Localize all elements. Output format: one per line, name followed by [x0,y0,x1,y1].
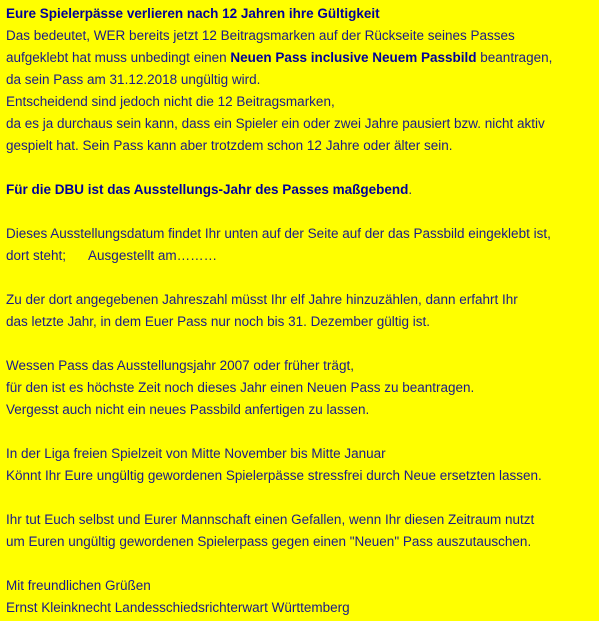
para1-line1: Das bedeutet, WER bereits jetzt 12 Beitragsmarken auf der Rückseite seines Passes [6,28,515,43]
para5-line1: In der Liga freien Spielzeit von Mitte November bis Mitte Januar [6,446,386,461]
para3-line2: das letzte Jahr, in dem Euer Pass nur noch bis 31. Dezember gültig ist. [6,314,430,329]
para1-line4: Entscheidend sind jedoch nicht die 12 Beitragsmarken, [6,94,335,109]
para4-line2: für den ist es höchste Zeit noch dieses Jahr einen Neuen Pass zu beantragen. [6,380,475,395]
spacer [6,333,599,355]
spacer [6,267,599,289]
para1-line2-post: beantragen, [476,50,553,65]
para5-line2: Könnt Ihr Eure ungültig gewordenen Spielerpässe stressfrei durch Neue ersetzten lassen. [6,468,542,483]
para4-line3: Vergesst auch nicht ein neues Passbild anfertigen zu lassen. [6,402,370,417]
closing-signature: Ernst Kleinknecht Landesschiedsrichterwart Württemberg [6,600,350,615]
para1-line2-pre: aufgeklebt hat muss unbedingt einen [6,50,231,65]
new-pass-emphasis: Neuen Pass inclusive Neuem Passbild [230,50,477,65]
issued-on-text: Ausgestellt am……… [88,248,218,263]
closing-greeting: Mit freundlichen Grüßen [6,578,151,593]
spacer [6,487,599,509]
para3-line1: Zu der dort angegebenen Jahreszahl müsst Ihr elf Jahre hinzuzählen, dann erfahrt Ihr [6,292,518,307]
para2-line2-pre: dort steht; [6,248,67,263]
para2-line1: Dieses Ausstellungsdatum findet Ihr unten auf der Seite auf der das Passbild eingeklebt ist, [6,226,551,241]
para6-line1: Ihr tut Euch selbst und Eurer Mannschaft einen Gefallen, wenn Ihr diesen Zeitraum nutzt [6,512,535,527]
spacer [6,201,599,223]
para1-line6: gespielt hat. Sein Pass kann aber trotzdem schon 12 Jahre oder älter sein. [6,138,453,153]
spacer [6,157,599,179]
para1-line3: da sein Pass am 31.12.2018 ungültig wird. [6,72,261,87]
para2-line2 [6,245,599,267]
para6-line2: um Euren ungültig gewordenen Spielerpass gegen einen "Neuen" Pass auszutauschen. [6,534,532,549]
dbu-statement-end: . [408,182,413,197]
para1-line5: da es ja durchaus sein kann, dass ein Spieler ein oder zwei Jahre pausiert bzw. nicht aktiv [6,116,545,131]
para4-line1: Wessen Pass das Ausstellungsjahr 2007 oder früher trägt, [6,358,354,373]
notice-heading: Eure Spielerpässe verlieren nach 12 Jahren ihre Gültigkeit [6,6,380,21]
spacer [6,421,599,443]
dbu-statement [6,179,599,201]
spacer [6,553,599,575]
dbu-statement-bold: Für die DBU ist das Ausstellungs-Jahr des Passes maßgebend [6,182,409,197]
para1-line2 [6,47,599,69]
